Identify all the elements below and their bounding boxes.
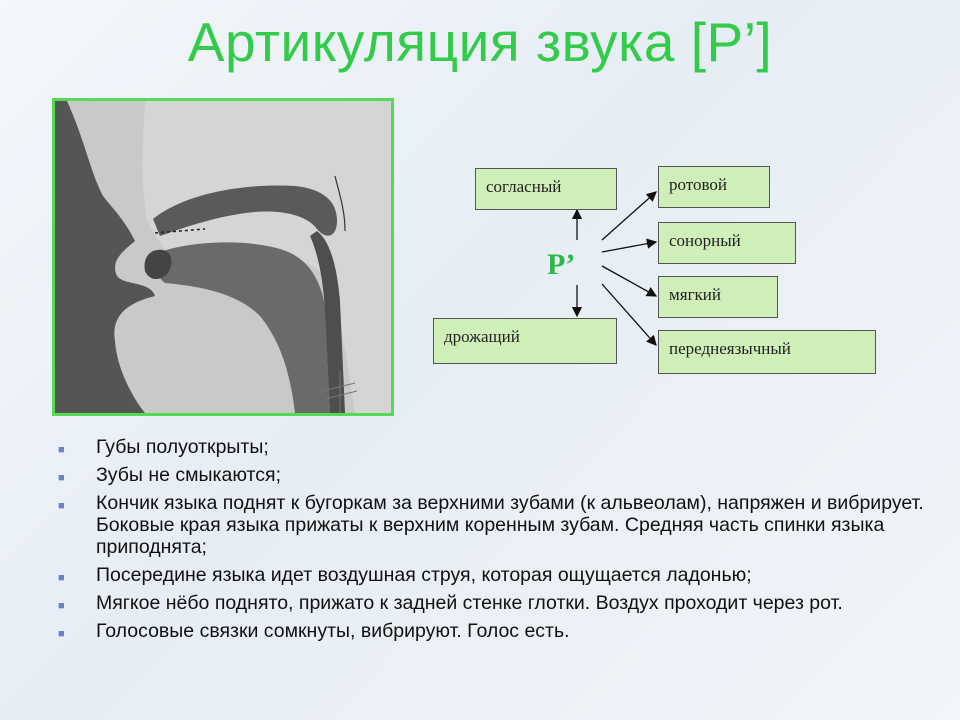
list-item: ■ Голосовые связки сомкнуты, вибрируют. Голос есть. <box>58 620 938 642</box>
square-bullet-icon: ■ <box>58 472 65 484</box>
square-bullet-icon: ■ <box>58 628 65 640</box>
mouth-profile-illustration <box>55 101 391 413</box>
box-drozhashchy: дрожащий <box>433 318 617 364</box>
articulation-bullet-list <box>58 436 938 648</box>
square-bullet-icon: ■ <box>58 500 65 512</box>
box-sonorny: сонорный <box>658 222 796 264</box>
arrow-to-myagky <box>602 266 656 296</box>
center-sound-label: Р’ <box>547 248 576 281</box>
list-item: ■ Кончик языка поднят к бугоркам за верхними зубами (к альвеолам), напряжен и вибрирует. Боковые края языка прижаты к верхним коренным зубам. Средняя часть спинки языка приподнята; <box>58 492 924 558</box>
square-bullet-icon: ■ <box>58 444 65 456</box>
box-rotovoy: ротовой <box>658 166 770 208</box>
slide-title: Артикуляция звука [Р’] <box>187 11 773 73</box>
articulation-image <box>52 98 394 416</box>
list-item: ■ Зубы не смыкаются; <box>58 464 938 486</box>
box-myagky: мягкий <box>658 276 778 318</box>
arrow-to-sonorny <box>602 242 656 252</box>
list-item: ■ Посередине языка идет воздушная струя, которая ощущается ладонью; <box>58 564 938 586</box>
list-item: ■ Мягкое нёбо поднято, прижато к задней стенке глотки. Воздух проходит через рот. <box>58 592 938 614</box>
box-soglasny: согласный <box>475 168 617 210</box>
square-bullet-icon: ■ <box>58 600 65 612</box>
box-peredneyazychny: переднеязычный <box>658 330 876 374</box>
list-item: ■ Губы полуоткрыты; <box>58 436 938 458</box>
square-bullet-icon: ■ <box>58 572 65 584</box>
